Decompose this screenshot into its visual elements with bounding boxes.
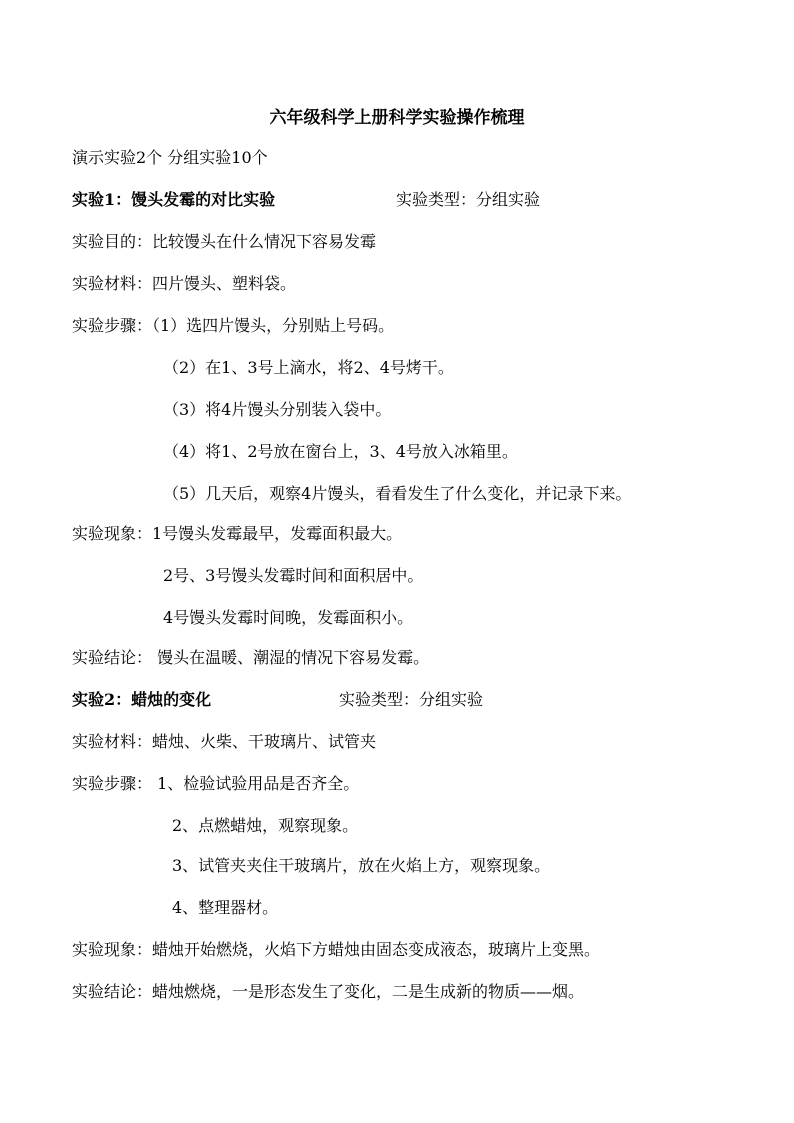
experiment2-step-4: 4、整理器材。 [172,898,279,917]
experiment1-conclusion: 实验结论： 馒头在温暖、潮湿的情况下容易发霉。 [72,648,430,667]
document-title: 六年级科学上册科学实验操作梳理 [269,108,525,128]
experiment1-materials: 实验材料：四片馒头、塑料袋。 [72,274,297,293]
experiment2-heading: 实验2：蜡烛的变化 [72,690,212,709]
experiment1-phenomenon-2: 2号、3号馒头发霉时间和面积居中。 [163,566,424,585]
experiment-summary: 演示实验2个 分组实验10个 [72,148,268,167]
experiment2-phenomenon: 实验现象：蜡烛开始燃烧，火焰下方蜡烛由固态变成液态，玻璃片上变黑。 [72,940,601,959]
experiment1-phenomenon-first: 实验现象：1号馒头发霉最早，发霉面积最大。 [72,524,403,543]
experiment2-materials: 实验材料：蜡烛、火柴、干玻璃片、试管夹 [72,732,377,751]
experiment1-purpose: 实验目的：比较馒头在什么情况下容易发霉 [72,232,377,251]
experiment2-conclusion: 实验结论：蜡烛燃烧，一是形态发生了变化，二是生成新的物质——烟。 [72,982,585,1001]
experiment1-step-5: （5）几天后，观察4片馒头，看看发生了什么变化，并记录下来。 [163,484,632,503]
experiment1-steps-first: 实验步骤：（1）选四片馒头，分别贴上号码。 [72,316,395,335]
experiment1-step-4: （4）将1、2号放在窗台上，3、4号放入冰箱里。 [163,442,518,461]
experiment2-type: 实验类型：分组实验 [339,690,484,709]
experiment1-step-2: （2）在1、3号上滴水，将2、4号烤干。 [163,358,454,377]
experiment1-phenomenon-3: 4号馒头发霉时间晚，发霉面积小。 [163,608,414,627]
experiment1-heading: 实验1：馒头发霉的对比实验 [72,190,276,209]
experiment1-type: 实验类型：分组实验 [396,190,541,209]
experiment2-step-2: 2、点燃蜡烛，观察现象。 [172,816,359,835]
experiment2-steps-first: 实验步骤： 1、检验试验用品是否齐全。 [72,774,360,793]
experiment1-step-3: （3）将4片馒头分别装入袋中。 [163,400,392,419]
experiment2-step-3: 3、试管夹夹住干玻璃片，放在火焰上方，观察现象。 [172,856,551,875]
